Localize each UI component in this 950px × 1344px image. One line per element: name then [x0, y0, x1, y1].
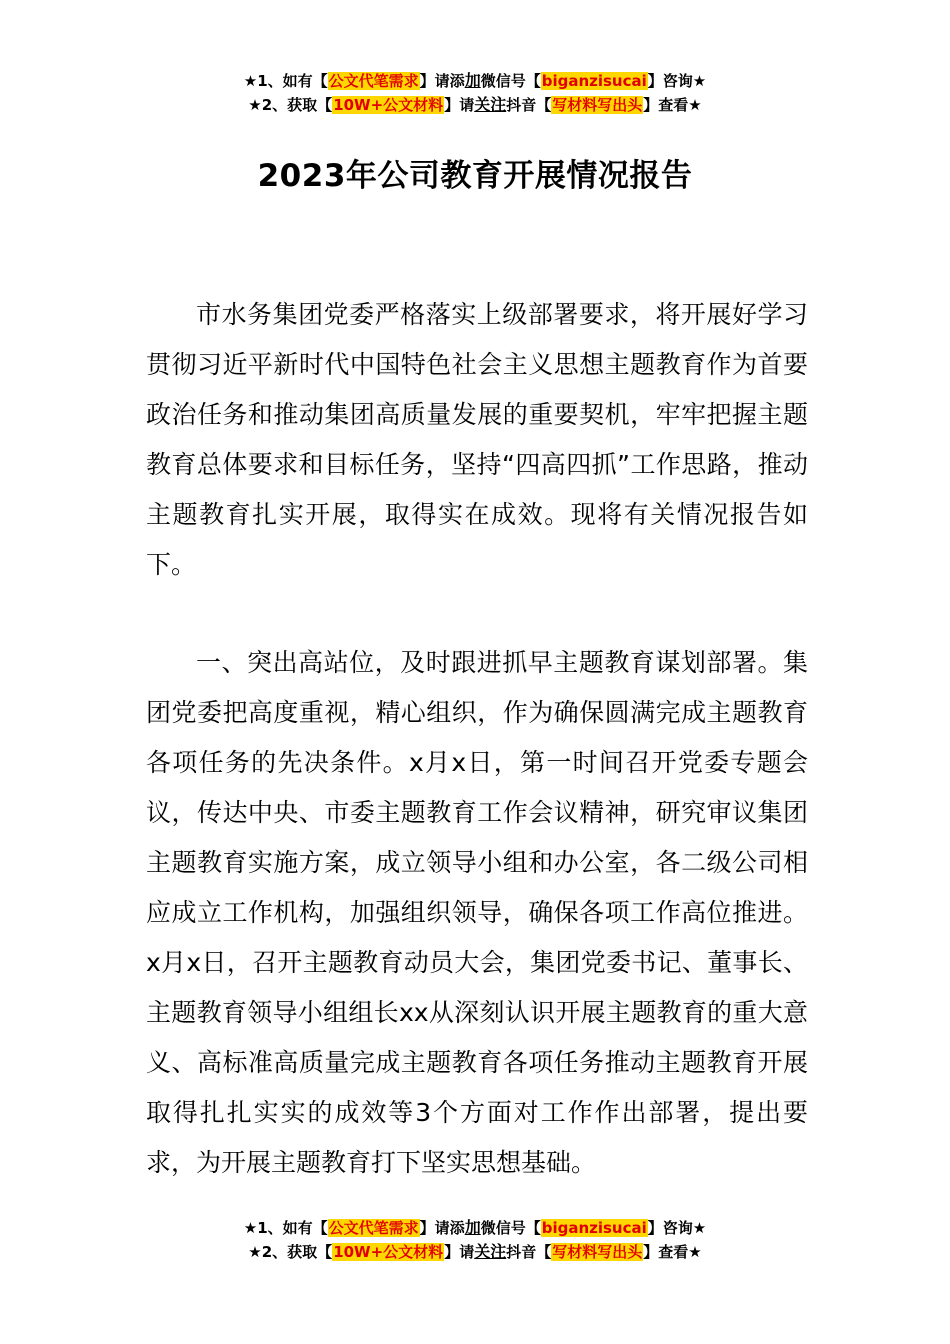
promo-text: ★2、获取【 [248, 1243, 333, 1261]
promo-text: ★2、获取【 [248, 96, 333, 114]
promo-text: 】请添 [419, 72, 465, 90]
document-title: 2023年公司教育开展情况报告 [257, 158, 693, 194]
paragraph-intro: 市水务集团党委严格落实上级部署要求，将开展好学习贯彻习近平新时代中国特色社会主义思想主题教育作为首要政治任务和推动集团高质量发展的重要契机，牢牢把握主题教育总体要求和目标任务，坚持“四高四抓”工作思路，推动主题教育扎实开展，取得实在成效。现将有关情况报告如下。 [146, 300, 808, 579]
promo-highlight: 写材料写出头 [552, 96, 643, 114]
promo-highlight: 10W+公文材料 [333, 96, 444, 114]
promo-highlight: 公文代笔需求 [328, 72, 419, 90]
promo-emphasis: 关注 [474, 95, 507, 114]
promo-footer [0, 1217, 950, 1265]
promo-emphasis: 加 [464, 71, 481, 90]
promo-highlight: biganzisucai [541, 1219, 647, 1237]
promo-line-1 [0, 1217, 950, 1241]
promo-text: ★1、如有【 [243, 1219, 328, 1237]
promo-line-2 [0, 94, 950, 118]
promo-emphasis: 关注 [474, 1242, 507, 1261]
promo-text: 】请 [444, 96, 475, 114]
promo-text: 】请添 [419, 1219, 465, 1237]
promo-highlight: 10W+公文材料 [333, 1243, 444, 1261]
promo-highlight: 公文代笔需求 [328, 1219, 419, 1237]
paragraph-section-1: 一、突出高站位，及时跟进抓早主题教育谋划部署。集团党委把高度重视，精心组织，作为确保圆满完成主题教育各项任务的先决条件。x月x日，第一时间召开党委专题会议，传达中央、市委主题教育工作会议精神，研究审议集团主题教育实施方案，成立领导小组和办公室，各二级公司相应成立工作机构，加强组织领导，确保各项工作高位推进。x月x日，召开主题教育动员大会，集团党委书记、董事长、主题教育领导小组组长xx从深刻认识开展主题教育的重大意义、高标准高质量完成主题教育各项任务推动主题教育开展取得扎扎实实的成效等3个方面对工作作出部署，提出要求，为开展主题教育打下坚实思想基础。 [146, 648, 808, 1177]
promo-text: 微信号【 [480, 1219, 541, 1237]
promo-text: 抖音【 [506, 96, 552, 114]
promo-text: ★1、如有【 [243, 72, 328, 90]
promo-text: 】请 [444, 1243, 475, 1261]
promo-header [0, 70, 950, 118]
promo-text: 】咨询★ [647, 72, 707, 90]
promo-text: 】查看★ [643, 96, 702, 114]
promo-text: 】查看★ [643, 1243, 702, 1261]
promo-highlight: 写材料写出头 [552, 1243, 643, 1261]
promo-text: 】咨询★ [647, 1219, 707, 1237]
promo-emphasis: 加 [464, 1218, 481, 1237]
promo-text: 微信号【 [480, 72, 541, 90]
promo-line-1 [0, 70, 950, 94]
promo-highlight: biganzisucai [541, 72, 647, 90]
promo-line-2 [0, 1241, 950, 1265]
promo-text: 抖音【 [506, 1243, 552, 1261]
